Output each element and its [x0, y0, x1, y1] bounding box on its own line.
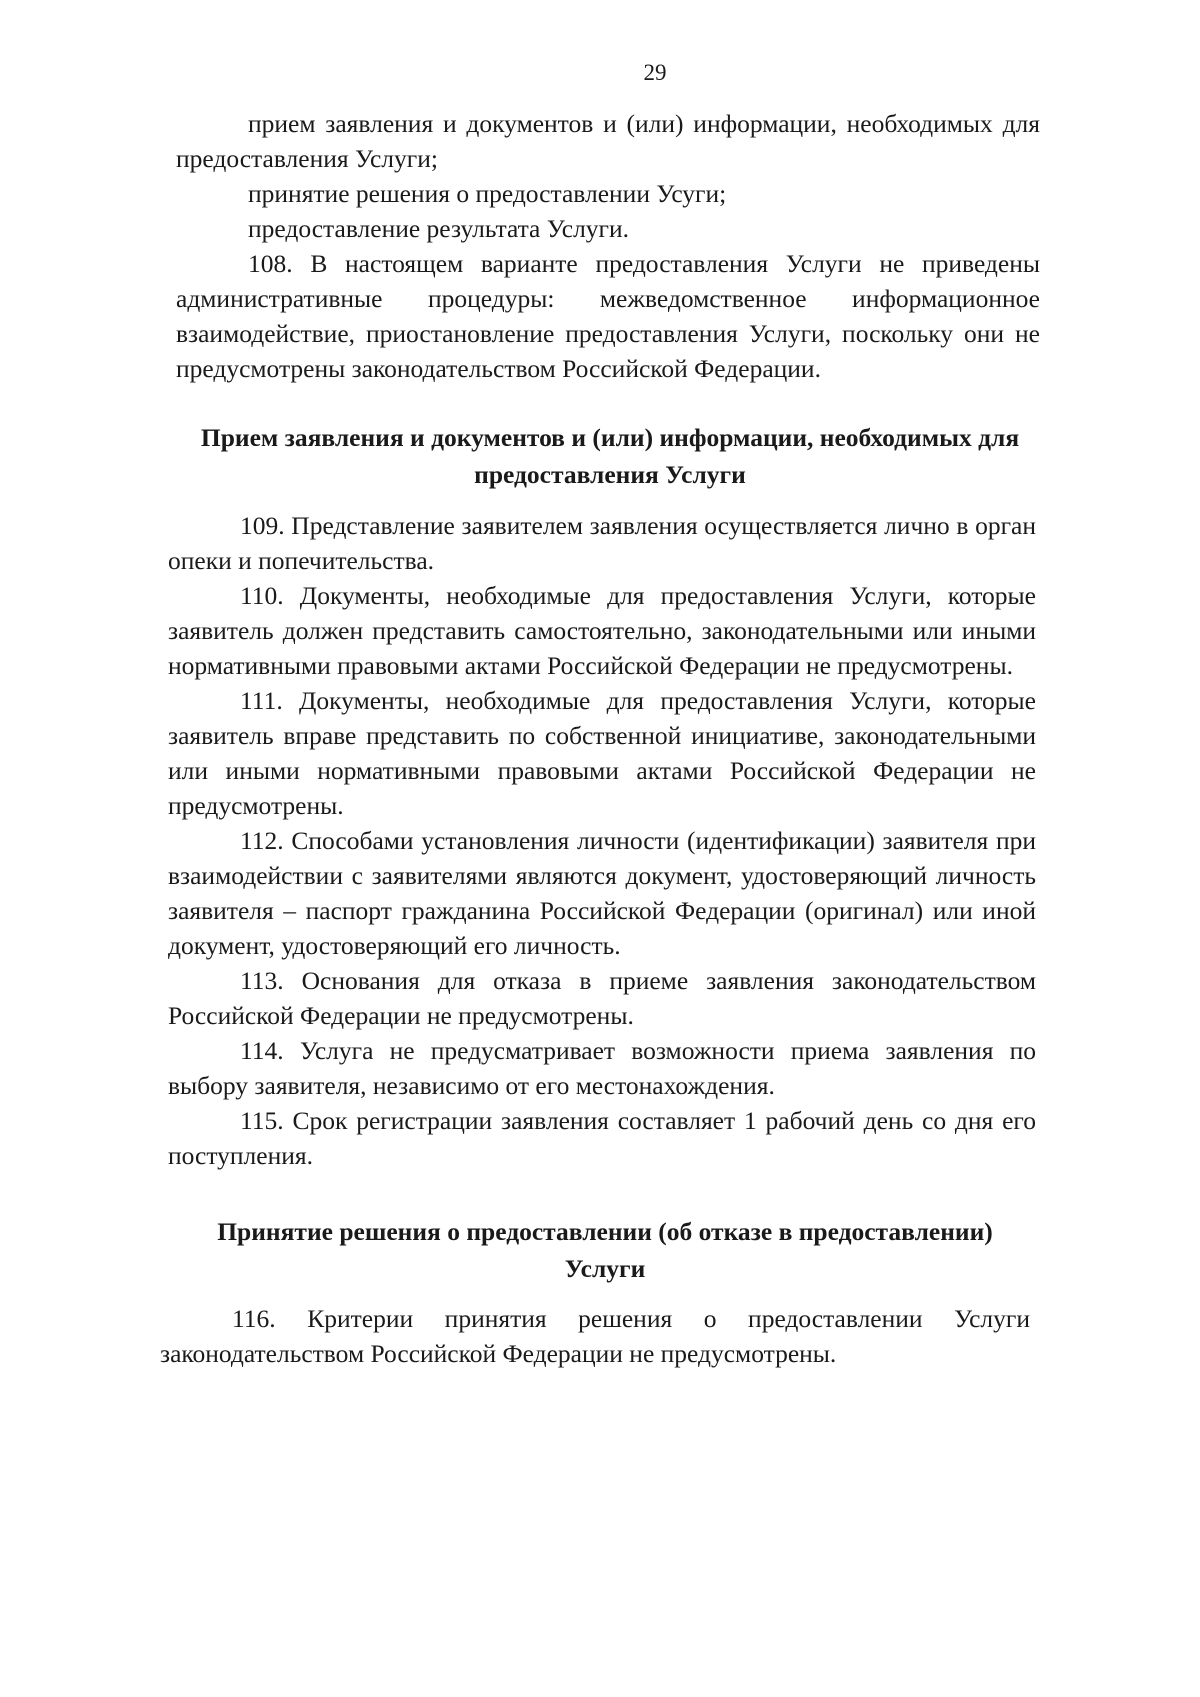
paragraph: 116. Критерии принятия решения о предоставлении Услуги законодательством Российской Федерации не предусмотрены. — [160, 1304, 1030, 1368]
paragraph: предоставление результата Услуги. — [248, 214, 630, 243]
section-heading — [150, 1213, 1060, 1287]
heading-line: Прием заявления и документов и (или) информации, необходимых для — [200, 423, 1020, 452]
paragraph: 115. Срок регистрации заявления составляет 1 рабочий день со дня его поступления. — [168, 1106, 1036, 1170]
heading-line: Принятие решения о предоставлении (об отказе в предоставлении) — [217, 1217, 993, 1246]
section-body — [160, 1301, 1030, 1371]
heading-line: Услуги — [564, 1254, 646, 1283]
paragraph: 109. Представление заявителем заявления осуществляется лично в орган опеки и попечительства. — [168, 511, 1036, 575]
paragraph: 111. Документы, необходимые для предоставления Услуги, которые заявитель вправе представить по собственной инициативе, законодательными или иными нормативными правовыми актами Российской Федерации не предусмотрены. — [168, 686, 1036, 820]
paragraph: 112. Способами установления личности (идентификации) заявителя при взаимодействии с заявителями являются документ, удостоверяющий личность заявителя – паспорт гражданина Российской Федерации (оригинал) или иной документ, удостоверяющий его личность. — [168, 826, 1036, 960]
section-body — [168, 508, 1036, 1173]
paragraph: принятие решения о предоставлении Усуги; — [248, 179, 727, 208]
section-heading — [150, 419, 1070, 493]
paragraph: 110. Документы, необходимые для предоставления Услуги, которые заявитель должен представить самостоятельно, законодательными или иными нормативными правовыми актами Российской Федерации не предусмотрены. — [168, 581, 1036, 680]
paragraph: 114. Услуга не предусматривает возможности приема заявления по выбору заявителя, независимо от его местонахождения. — [168, 1036, 1036, 1100]
heading-line: предоставления Услуги — [474, 460, 746, 489]
paragraph: 108. В настоящем варианте предоставления Услуги не приведены административные процедуры: межведомственное информационное взаимодействие, приостановление предоставления Услуги, поскольку они не предусмотрены законодательством Российской Федерации. — [176, 249, 1040, 383]
paragraph: 113. Основания для отказа в приеме заявления законодательством Российской Федерации не предусмотрены. — [168, 966, 1036, 1030]
intro-text — [176, 106, 1040, 386]
page-number: 29 — [643, 60, 667, 85]
paragraph: прием заявления и документов и (или) информации, необходимых для предоставления Услуги; — [176, 109, 1040, 173]
